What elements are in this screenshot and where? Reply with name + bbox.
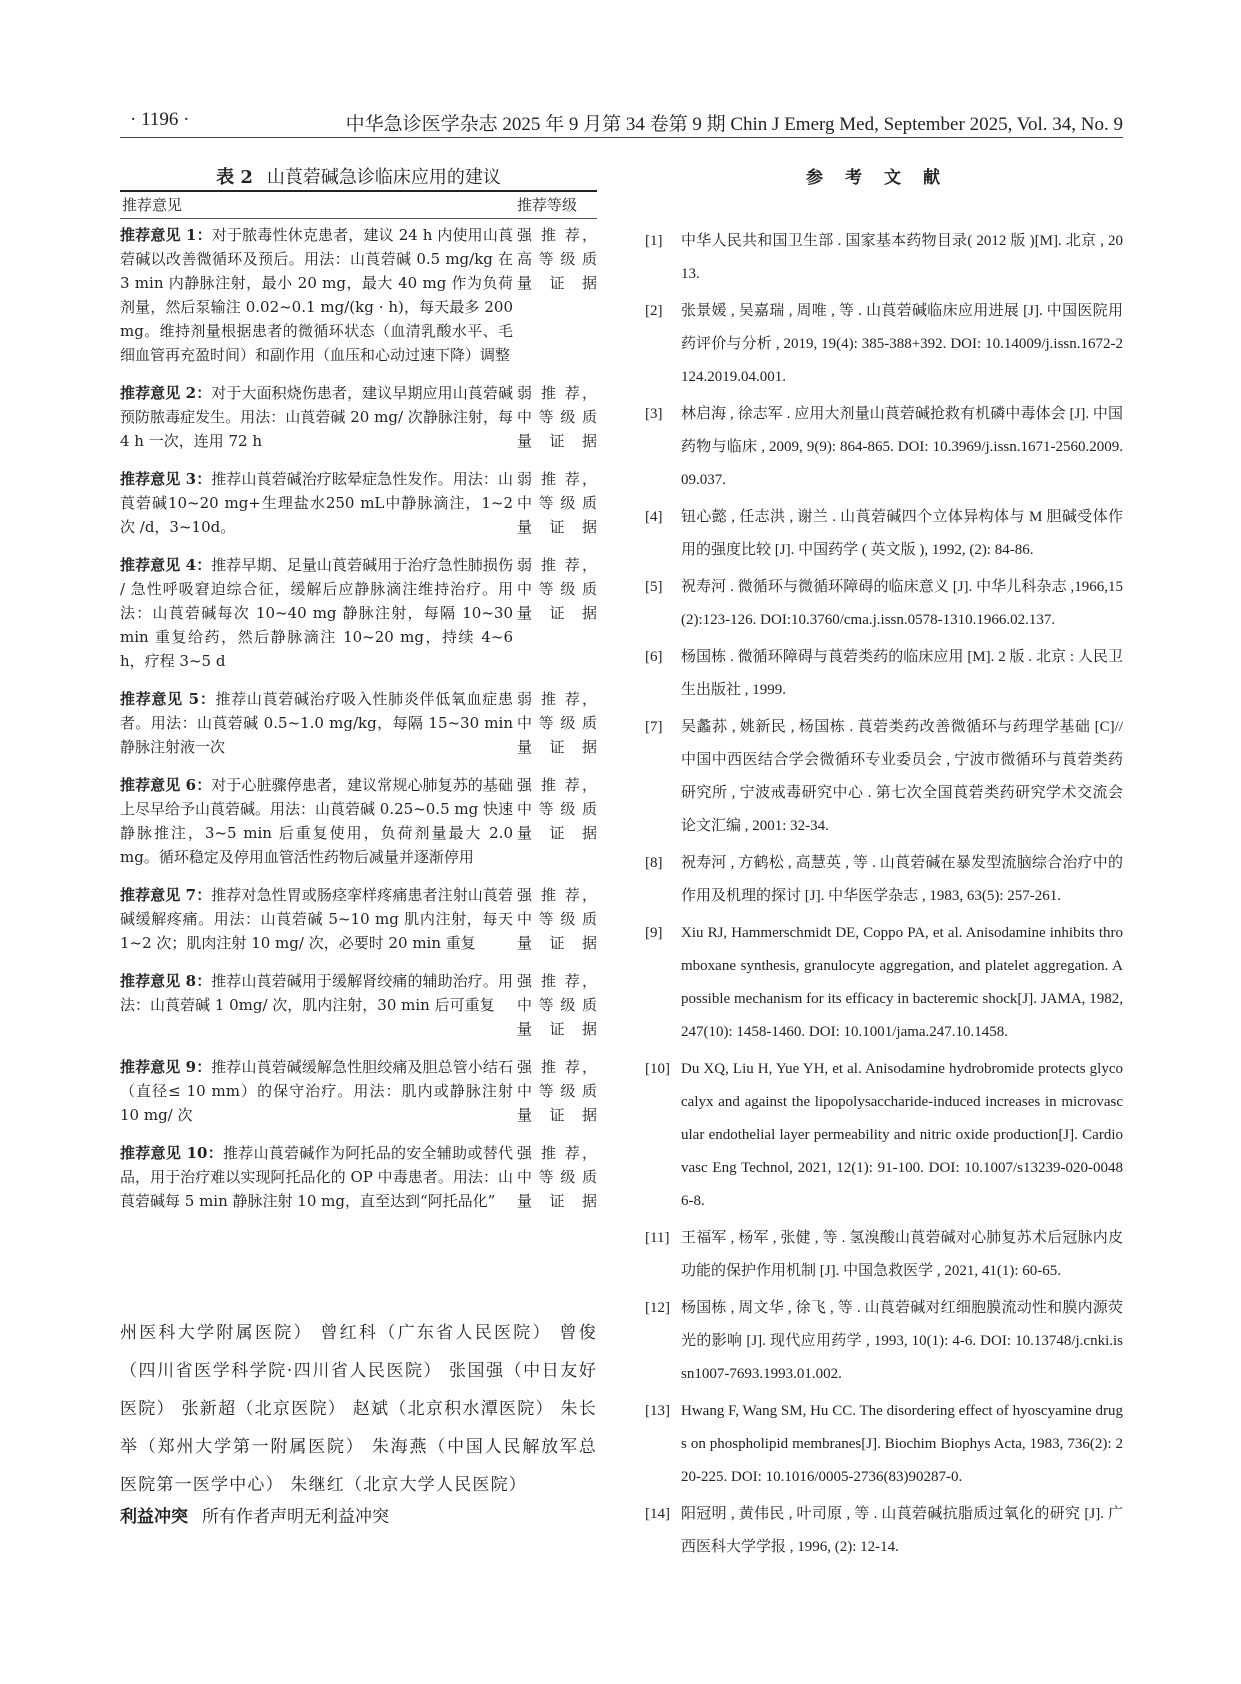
reference-number: [6] — [645, 649, 663, 665]
table-header-rule — [120, 218, 597, 219]
recommendation-text — [120, 1055, 513, 1127]
recommendation-label: 推荐意见 3： — [120, 470, 212, 488]
reference-number: [10] — [645, 1061, 670, 1077]
recommendation-body: 推荐山莨菪碱治疗吸入性肺炎伴低氧血症患者。用法：山莨菪碱 0.5~1.0 mg/kg，每隔 15~30 min 静脉注射液一次 — [120, 690, 513, 756]
reference-text: 钮心懿 , 任志洪 , 谢兰 . 山莨菪碱四个立体异构体与 M 胆碱受体作用的强度比较 [J]. 中国药学 ( 英文版 ), 1992, (2): 84-86. — [681, 509, 1123, 558]
reference-text: 吴蠡荪 , 姚新民 , 杨国栋 . 莨菪类药改善微循环与药理学基础 [C]// 中国中西医结合学会微循环专业委员会 , 宁波市微循环与莨菪类药研究所 , 宁波戒毒研究中心 . 第七次全国莨菪类药研究学术交流会论文汇编 , 2001: 32-34. — [681, 719, 1123, 834]
recommendation-row — [120, 969, 597, 1041]
recommendation-text — [120, 467, 513, 539]
reference-number: [5] — [645, 579, 663, 595]
recommendation-grade: 强 推 荐，高 等 级 质量证据 — [517, 226, 597, 292]
recommendation-text — [120, 553, 513, 673]
recommendation-text — [120, 381, 513, 453]
references-heading: 参考文献 — [806, 168, 962, 188]
table-header — [120, 192, 597, 218]
reference-item — [645, 1292, 1123, 1391]
recommendation-row — [120, 223, 597, 367]
recommendation-text — [120, 883, 513, 955]
reference-text: 王福军 , 杨军 , 张健 , 等 . 氢溴酸山莨菪碱对心肺复苏术后冠脉内皮功能的保护作用机制 [J]. 中国急救医学 , 2021, 41(1): 60-65. — [681, 1230, 1123, 1279]
table-body — [120, 223, 597, 1213]
author-affiliations: 州医科大学附属医院） 曾红科（广东省人民医院） 曾俊（四川省医学科学院·四川省人民医院） 张国强（中日友好医院） 张新超（北京医院） 赵斌（北京积水潭医院） 朱长举（郑州大学第一附属医院） 朱海燕（中国人民解放军总医院第一医学中心） 朱继红（北京大学人民医院） — [120, 1323, 597, 1495]
recommendation-label: 推荐意见 9： — [120, 1058, 212, 1076]
recommendation-grade: 弱 推 荐，中 等 级 质量证据 — [517, 384, 597, 450]
reference-number: [12] — [645, 1300, 670, 1316]
reference-text: Du XQ, Liu H, Yue YH, et al. Anisodamine hydrobromide protects glycocalyx and against the lipopolysaccharide-induced increases in microvascular endothelial layer permeability and nitric oxide production[J]. Cardiovasc Eng Technol, 2021, 12(1): 91-100. DOI: 10.1007/s13239-020-00486-8. — [681, 1061, 1123, 1209]
table-label: 表 2 — [216, 167, 253, 188]
header-rule — [120, 137, 1123, 138]
recommendation-body: 对于大面积烧伤患者，建议早期应用山莨菪碱预防脓毒症发生。用法：山莨菪碱 20 mg/ 次静脉注射，每 4 h 一次，连用 72 h — [120, 384, 513, 450]
table-caption: 山莨菪碱急诊临床应用的建议 — [266, 167, 501, 188]
recommendation-grade: 弱 推 荐，中 等 级 质量证据 — [517, 470, 597, 536]
recommendation-label: 推荐意见 2： — [120, 384, 212, 402]
reference-item — [645, 571, 1123, 637]
col-header-grade: 推荐等级 — [517, 196, 578, 214]
page-number: · 1196 · — [130, 109, 190, 130]
reference-item — [645, 917, 1123, 1049]
reference-number: [9] — [645, 925, 663, 941]
recommendation-body: 推荐对急性胃或肠痉挛样疼痛患者注射山莨菪碱缓解疼痛。用法：山莨菪碱 5~10 mg 肌内注射，每天 1~2 次；肌肉注射 10 mg/ 次，必要时 20 min 重复 — [120, 886, 513, 952]
recommendation-grade: 强 推 荐，中 等 级 质量证据 — [517, 886, 597, 952]
recommendation-body: 推荐山莨菪碱作为阿托品的安全辅助或替代品，用于治疗难以实现阿托品化的 OP 中毒患者。用法：山莨菪碱每 5 min 静脉注射 10 mg，直至达到“阿托品化” — [120, 1144, 513, 1210]
reference-item — [645, 847, 1123, 913]
recommendation-body: 推荐山莨菪碱用于缓解肾绞痛的辅助治疗。用法：山莨菪碱 1 0mg/ 次，肌内注射，30 min 后可重复 — [120, 972, 513, 1014]
reference-item — [645, 398, 1123, 497]
recommendation-row — [120, 1055, 597, 1127]
recommendation-text — [120, 969, 513, 1041]
reference-number: [1] — [645, 233, 663, 249]
reference-number: [13] — [645, 1403, 670, 1419]
recommendation-text — [120, 223, 513, 367]
reference-text: 祝寿河 . 微循环与微循环障碍的临床意义 [J]. 中华儿科杂志 ,1966,15(2):123-126. DOI:10.3760/cma.j.issn.0578-1310.1966.02.137. — [681, 579, 1123, 628]
reference-text: 中华人民共和国卫生部 . 国家基本药物目录( 2012 版 )[M]. 北京 , 2013. — [681, 233, 1123, 282]
reference-item — [645, 641, 1123, 707]
recommendation-text — [120, 687, 513, 759]
recommendation-label: 推荐意见 8： — [120, 972, 212, 990]
table-title — [120, 163, 597, 189]
conflict-text: 所有作者声明无利益冲突 — [202, 1507, 389, 1527]
recommendation-row — [120, 467, 597, 539]
recommendation-label: 推荐意见 7： — [120, 886, 212, 904]
recommendation-label: 推荐意见 10： — [120, 1144, 224, 1162]
reference-list — [645, 225, 1123, 1568]
recommendation-grade: 强 推 荐，中 等 级 质量证据 — [517, 776, 597, 842]
conflict-label: 利益冲突 — [120, 1507, 188, 1527]
recommendation-body: 对于脓毒性休克患者，建议 24 h 内使用山莨菪碱以改善微循环及预后。用法：山莨菪碱 0.5 mg/kg 在 3 min 内静脉注射，最小 20 mg，最大 40 mg 作为负荷剂量，然后泵输注 0.02~0.1 mg/(kg · h)，每天最多 200 mg。维持剂量根据患者的微循环状态（血清乳酸水平、毛细血管再充盈时间）和副作用（血压和心动过速下降）调整 — [120, 226, 513, 364]
reference-number: [11] — [645, 1230, 670, 1246]
reference-item — [645, 1053, 1123, 1218]
reference-item — [645, 1498, 1123, 1564]
reference-item — [645, 225, 1123, 291]
running-header — [120, 109, 1123, 139]
recommendation-row — [120, 1141, 597, 1213]
recommendation-row — [120, 553, 597, 673]
reference-text: 祝寿河 , 方鹤松 , 高慧英 , 等 . 山莨菪碱在暴发型流脑综合治疗中的作用及机理的探讨 [J]. 中华医学杂志 , 1983, 63(5): 257-261. — [681, 855, 1123, 904]
recommendation-grade: 强 推 荐，中 等 级 质 量证据 — [517, 1144, 597, 1210]
reference-item — [645, 711, 1123, 843]
recommendation-body: 推荐山莨菪碱治疗眩晕症急性发作。用法：山莨菪碱10~20 mg+生理盐水250 mL中静脉滴注，1~2 次 /d，3~10d。 — [120, 470, 513, 536]
conflict-of-interest — [120, 1502, 389, 1527]
reference-text: 阳冠明 , 黄伟民 , 叶司原 , 等 . 山莨菪碱抗脂质过氧化的研究 [J]. 广西医科大学学报 , 1996, (2): 12-14. — [681, 1506, 1123, 1555]
recommendation-label: 推荐意见 1： — [120, 226, 212, 244]
recommendation-grade: 强 推 荐，中 等 级 质量证据 — [517, 1058, 597, 1124]
reference-number: [4] — [645, 509, 663, 525]
reference-number: [8] — [645, 855, 663, 871]
recommendation-row — [120, 381, 597, 453]
recommendation-grade: 弱 推 荐，中 等 级 质量证据 — [517, 690, 597, 756]
journal-citation: 中华急诊医学杂志 2025 年 9 月第 34 卷第 9 期 Chin J Emerg Med, September 2025, Vol. 34, No. 9 — [345, 114, 1123, 135]
recommendation-grade: 强 推 荐，中 等 级 质量证据 — [517, 972, 597, 1038]
recommendation-text — [120, 1141, 513, 1213]
recommendation-label: 推荐意见 6： — [120, 776, 212, 794]
col-header-opinion: 推荐意见 — [122, 196, 183, 214]
recommendation-row — [120, 773, 597, 869]
reference-text: 杨国栋 . 微循环障碍与莨菪类药的临床应用 [M]. 2 版 . 北京 : 人民卫生出版社 , 1999. — [681, 649, 1123, 698]
reference-item — [645, 1222, 1123, 1288]
reference-number: [14] — [645, 1506, 670, 1522]
recommendation-row — [120, 687, 597, 759]
recommendation-text — [120, 773, 513, 869]
reference-text: 张景媛 , 吴嘉瑞 , 周唯 , 等 . 山莨菪碱临床应用进展 [J]. 中国医院用药评价与分析 , 2019, 19(4): 385-388+392. DOI: 10.14009/j.issn.1672-2124.2019.04.001. — [681, 303, 1123, 385]
reference-text: 林启海 , 徐志军 . 应用大剂量山莨菪碱抢救有机磷中毒体会 [J]. 中国药物与临床 , 2009, 9(9): 864-865. DOI: 10.3969/j.issn.1671-2560.2009.09.037. — [681, 406, 1123, 488]
recommendation-grade: 弱 推 荐，中 等 级 质量证据 — [517, 556, 597, 622]
recommendation-row — [120, 883, 597, 955]
reference-item — [645, 501, 1123, 567]
recommendation-label: 推荐意见 5： — [120, 690, 216, 708]
reference-text: 杨国栋 , 周文华 , 徐飞 , 等 . 山莨菪碱对红细胞膜流动性和膜内源荧光的影响 [J]. 现代应用药学 , 1993, 10(1): 4-6. DOI: 10.13748/j.cnki.issn1007-7693.1993.01.002. — [681, 1300, 1123, 1382]
recommendation-body: 对于心脏骤停患者，建议常规心肺复苏的基础上尽早给予山莨菪碱。用法：山莨菪碱 0.25~0.5 mg 快速静脉推注，3~5 min 后重复使用，负荷剂量最大 2.0 mg。循环稳定及停用血管活性药物后减量并逐渐停用 — [120, 776, 513, 866]
recommendation-label: 推荐意见 4： — [120, 556, 212, 574]
reference-number: [7] — [645, 719, 663, 735]
reference-number: [2] — [645, 303, 663, 319]
reference-number: [3] — [645, 406, 663, 422]
reference-text: Xiu RJ, Hammerschmidt DE, Coppo PA, et al. Anisodamine inhibits thromboxane synthesis, granulocyte aggregation, and platelet aggregation. A possible mechanism for its efficacy in bacteremic shock[J]. JAMA, 1982, 247(10): 1458-1460. DOI: 10.1001/jama.247.10.1458. — [681, 925, 1123, 1040]
recommendation-body: 推荐早期、足量山莨菪碱用于治疗急性肺损伤 / 急性呼吸窘迫综合征，缓解后应静脉滴注维持治疗。用法：山莨菪碱每次 10~40 mg 静脉注射，每隔 10~30 min 重复给药，然后静脉滴注 10~20 mg，持续 4~6 h，疗程 3~5 d — [120, 556, 513, 670]
recommendation-table — [120, 190, 597, 1213]
recommendation-body: 推荐山莨菪碱缓解急性胆绞痛及胆总管小结石（直径≤ 10 mm）的保守治疗。用法：肌内或静脉注射 10 mg/ 次 — [120, 1058, 513, 1124]
reference-text: Hwang F, Wang SM, Hu CC. The disordering effect of hyoscyamine drugs on phospholipid membranes[J]. Biochim Biophys Acta, 1983, 736(2): 220-225. DOI: 10.1016/0005-2736(83)90287-0. — [681, 1403, 1123, 1485]
reference-item — [645, 1395, 1123, 1494]
reference-item — [645, 295, 1123, 394]
